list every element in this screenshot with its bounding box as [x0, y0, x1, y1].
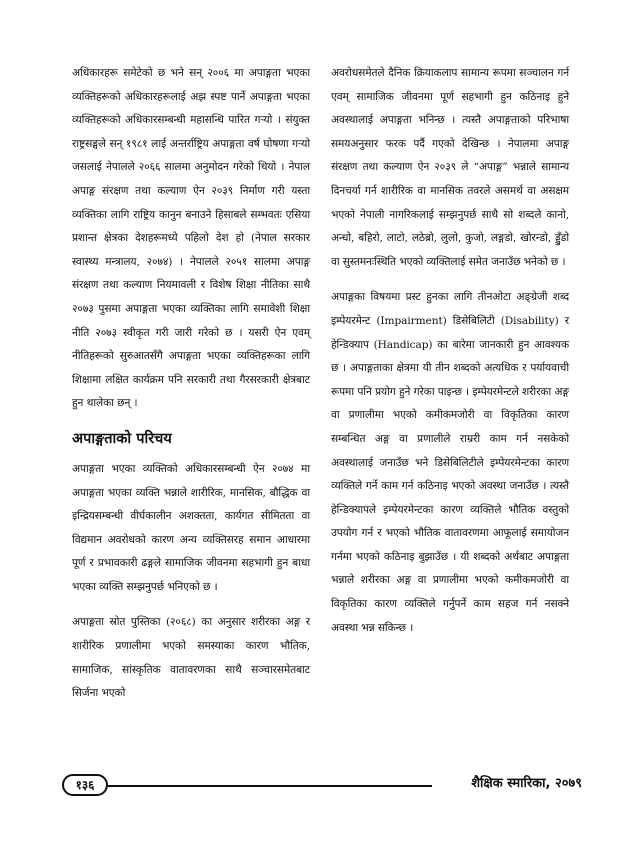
- left-paragraph-2: अपाङ्गता भएका व्यक्तिको अधिकारसम्बन्धी ऐन २०७४ मा अपाङ्गता भएका व्यक्ति भन्नाले शारीरिक, मानसिक, बौद्धिक वा इन्द्रियसम्बन्धी वीर्घकालीन अशक्तता, कार्यगत सीमितता वा विद्यमान अवरोधको कारण अन्य व्यक्तिसरह समान आधारमा पूर्ण र प्रभावकारी ढङ्गले सामाजिक जीवनमा सहभागी हुन बाधा भएका व्यक्ति सम्झनुपर्छ भनिएको छ ।: [72, 462, 310, 593]
- right-column: [331, 62, 569, 652]
- section-heading: अपाङ्गताको परिचय: [72, 430, 172, 447]
- page-number: १३६: [62, 774, 108, 796]
- right-paragraph-1: अवरोधसमेतले दैनिक क्रियाकलाप सामान्य रूपमा सञ्चालन गर्न एवम् सामाजिक जीवनमा पूर्ण सहभागी हुन कठिनाइ हुने अवस्थालाई अपाङ्गता भनिन्छ । त्यस्तै अपाङ्गताको परिभाषा समयअनुसार फरक पर्दै गएको देखिन्छ । नेपालमा अपाङ्ग संरक्षण तथा कल्याण ऐन २०३९ ले “अपाङ्ग” भन्नाले सामान्य दिनचर्या गर्न शारीरिक वा मानसिक तवरले असमर्थ वा असक्षम भएको नेपाली नागरिकलाई सम्झनुपर्छ साथै सो शब्दले कानो, अन्धो, बहिरो, लाटो, लठेब्रो, लुलो, कुजो, लङ्गडो, खोरन्डो, ड्डुँडो वा सुस्तमनःस्थिति भएको व्यक्तिलाई समेत जनाउँछ भनेको छ ।: [331, 67, 569, 268]
- left-paragraph-1: अधिकारहरू समेटेको छ भने सन् २००६ मा अपाङ्गता भएका व्यक्तिहरूको अधिकारहरूलाई अझ स्पष्ट पार्ने अपाङ्गता भएका व्यक्तिहरूको अधिकारसम्बन्धी महासन्धि पारित गऱ्यो । संयुक्त राष्ट्रसङ्घले सन् १९८१ लाई अन्तर्राष्ट्रिय अपाङ्गता वर्ष घोषणा गऱ्यो जसलाई नेपालले २०६६ सालमा अनुमोदन गरेको थियो । नेपाल अपाङ्ग संरक्षण तथा कल्याण ऐन २०३९ निर्माण गरी यस्ता व्यक्तिका लागि राष्ट्रिय कानुन बनाउने हिसाबले सम्भवतः एसिया प्रशान्त क्षेत्रका देशहरूमध्ये पहिलो देश हो (नेपाल सरकार स्वास्थ्य मन्त्रालय, २०७४) । नेपालले २०५१ सालमा अपाङ्ग संरक्षण तथा कल्याण नियमावली र विशेष शिक्षा नीतिका साथै २०७३ पुसमा अपाङ्गता भएका व्यक्तिका लागि समावेशी शिक्षा नीति २०७३ स्वीकृत गरी जारी गरेको छ । यसरी ऐन एवम् नीतिहरूको सुरुआतसँगै अपाङ्गता भएका व्यक्तिहरूका लागि शिक्षामा लक्षित कार्यक्रम पनि सरकारी तथा गैरसरकारी क्षेत्रबाट हुन थालेका छन् ।: [72, 67, 310, 410]
- left-column: [72, 62, 310, 718]
- footer-rule: [108, 785, 432, 787]
- left-paragraph-3: अपाङ्गता स्रोत पुस्तिका (२०६८) का अनुसार शरीरका अङ्ग र शारीरिक प्रणालीमा भएको समस्याका कारण भौतिक, सामाजिक, सांस्कृतिक वातावरणका साथै सञ्चारसमेतबाट सिर्जना भएको: [72, 616, 310, 700]
- magazine-title: शैक्षिक स्मारिका, २०७९: [471, 776, 582, 791]
- page-footer: [62, 770, 582, 800]
- right-paragraph-2: अपाङ्गका विषयमा प्रस्ट हुनका लागि तीनओटा अङ्ग्रेजी शब्द इम्पेयरमेन्ट (Impairment) डिसेबिलिटी (Disability) र हेन्डिक्याप (Handicap) का बारेमा जानकारी हुन आवश्यक छ । अपाङ्गताका क्षेत्रमा यी तीन शब्दको अत्यधिक र पर्यायवाची रूपमा पनि प्रयोग हुने गरेका पाइन्छ । इम्पेयरमेन्टले शरीरका अङ्ग वा प्रणालीमा भएको कमीकमजोरी वा विकृतिका कारण सम्बन्धित अङ्ग वा प्रणालीले राम्ररी काम गर्न नसकेको अवस्थालाई जनाउँछ भने डिसेबिलिटीले इम्पेयरमेन्टका कारण व्यक्तिले गर्ने काम गर्न कठिनाइ भएको अवस्था जनाउँछ । त्यस्तै हेन्डिक्यापले इम्पेयरमेन्टका कारण व्यक्तिले भौतिक वस्तुको उपयोग गर्न र भएको भौतिक वातावरणमा आफूलाई समायोजन गर्नमा भएको कठिनाइ बुझाउँछ । यी शब्दको अर्थबाट अपाङ्गता भन्नाले शरीरका अङ्ग वा प्रणालीमा भएको कमीकमजोरी वा विकृतिका कारण व्यक्तिले गर्नुपर्ने काम सहज गर्न नसक्ने अवस्था भन्न सकिन्छ ।: [331, 291, 569, 634]
